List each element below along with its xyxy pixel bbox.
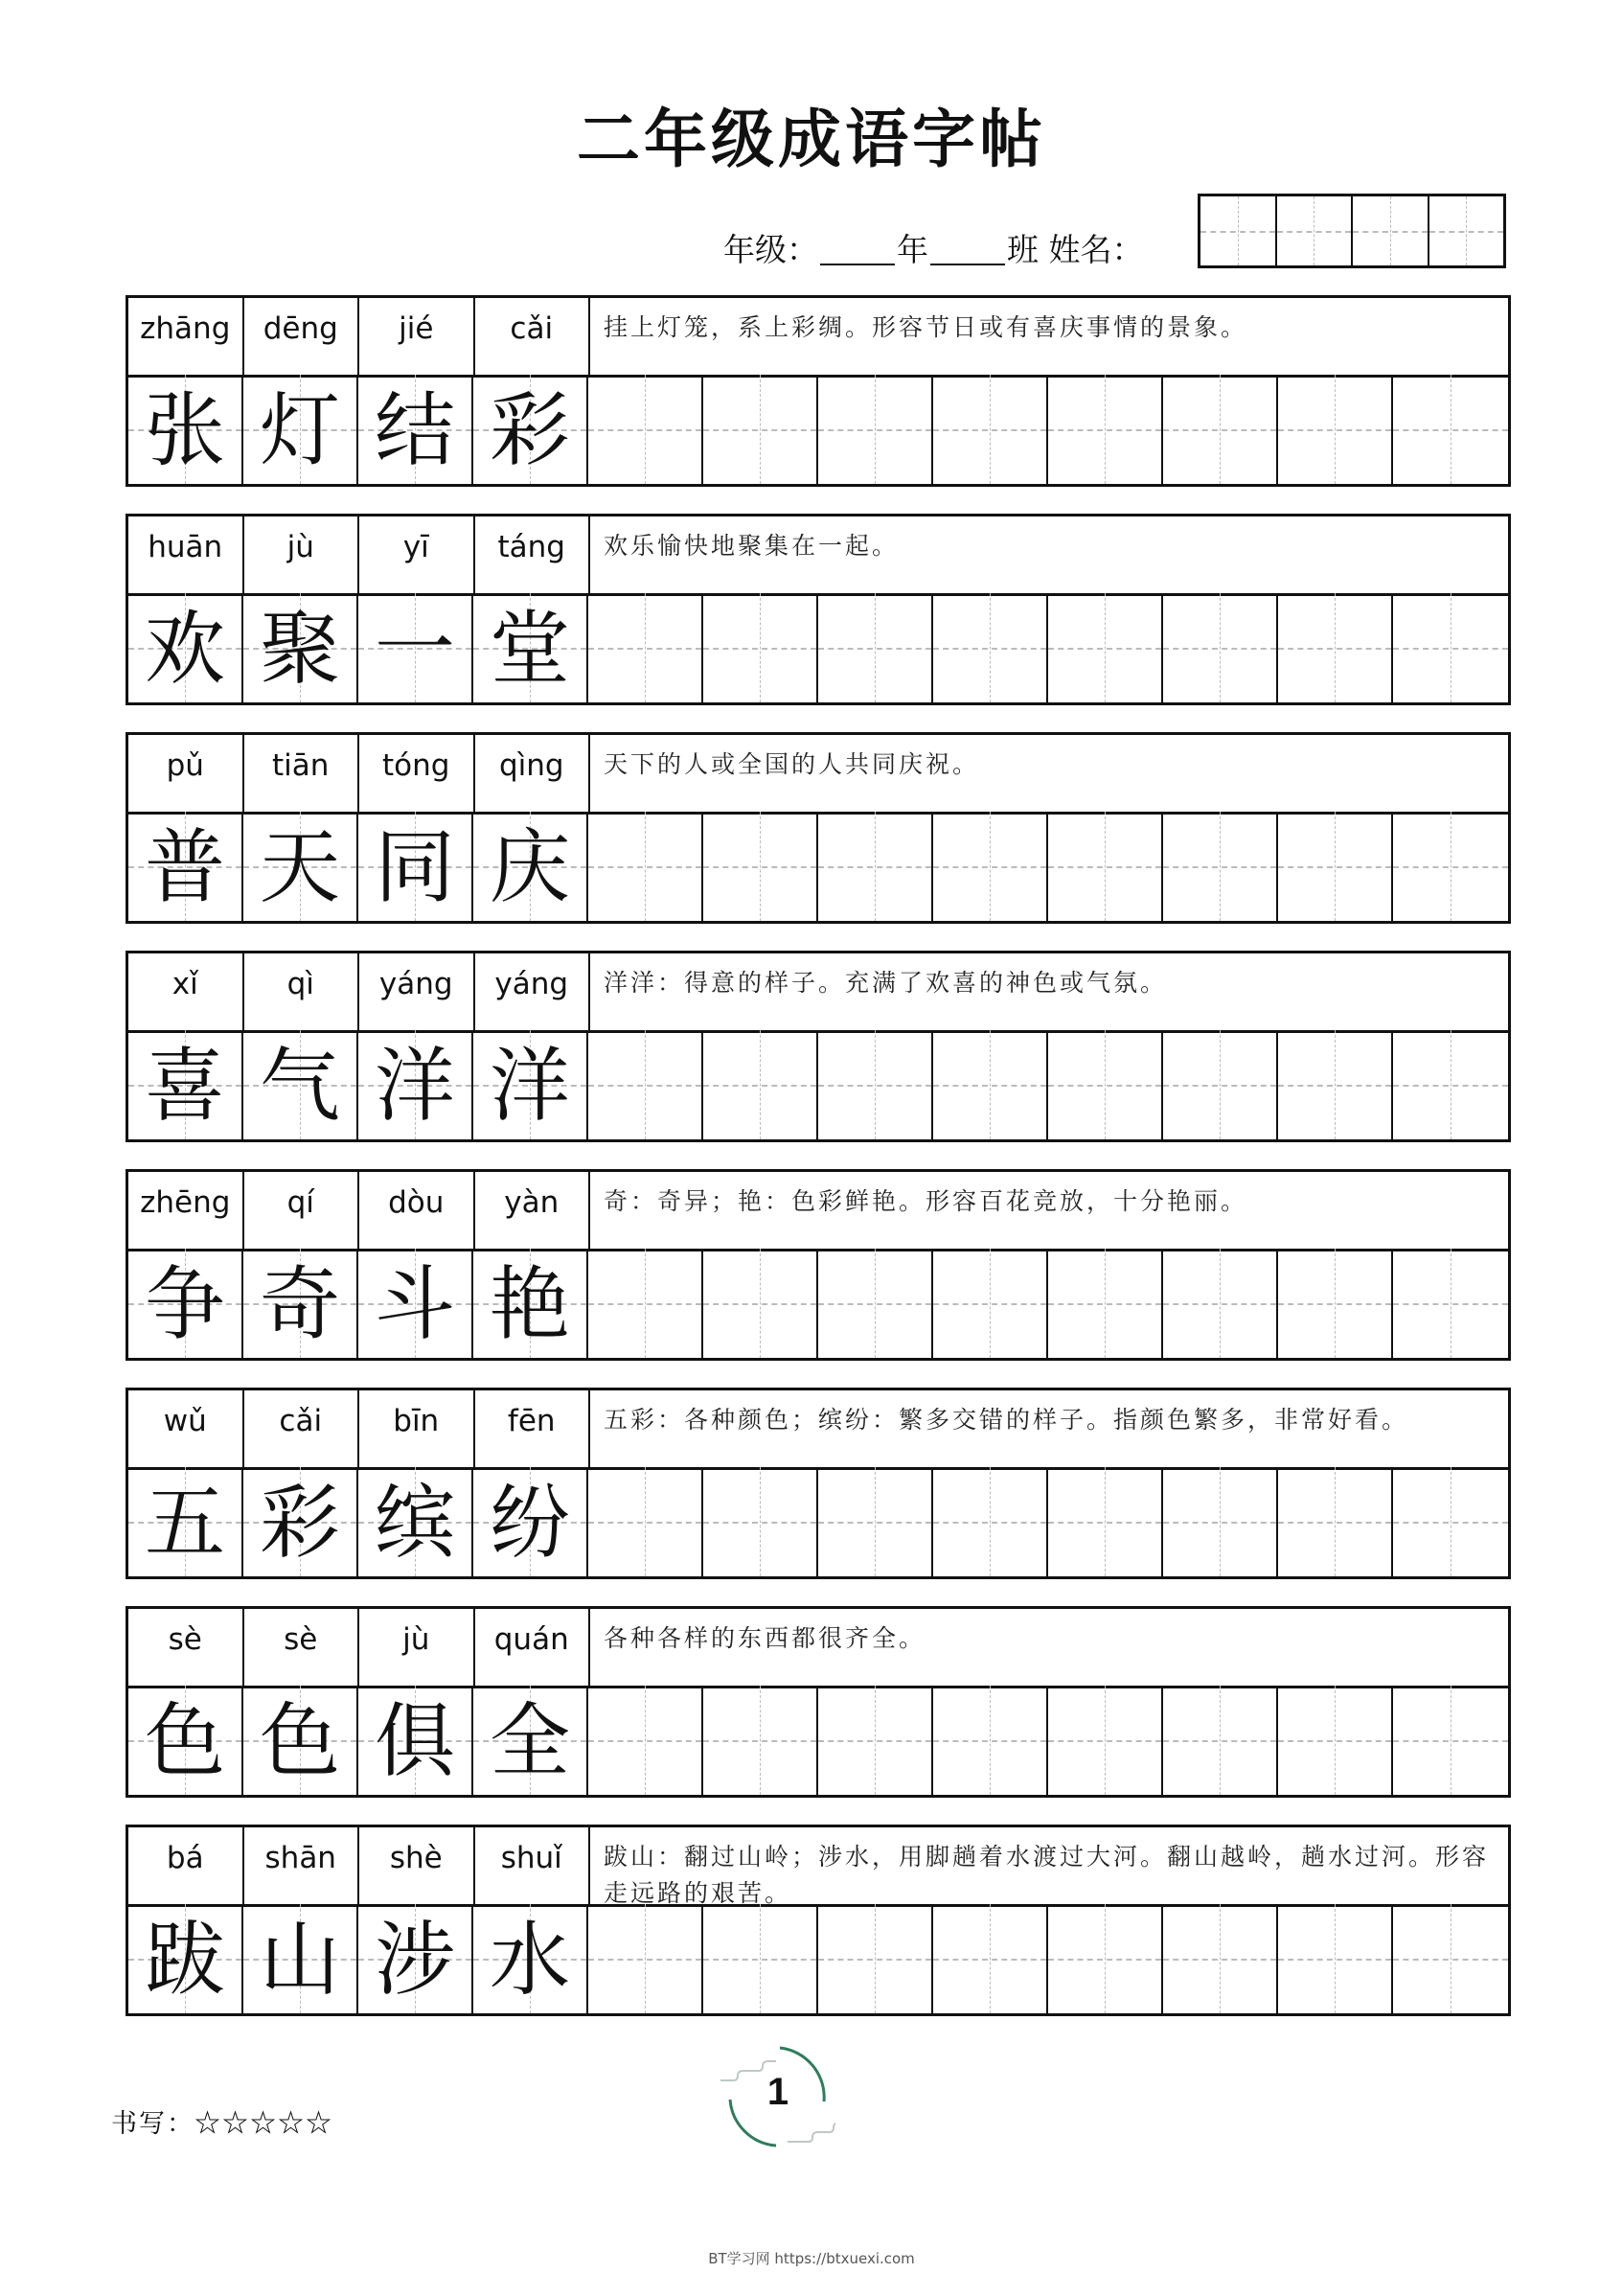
guide-line <box>1163 866 1276 868</box>
rating-label: 书写： <box>111 2109 194 2139</box>
practice-cell[interactable] <box>1048 1030 1163 1139</box>
student-info-line <box>723 231 1144 268</box>
guide-line <box>1163 1522 1276 1524</box>
pinyin-cell: jù <box>359 1609 475 1686</box>
practice-cell[interactable] <box>1393 1249 1508 1358</box>
guide-line <box>1163 1085 1276 1087</box>
writing-rating <box>111 2102 333 2140</box>
guide-line <box>588 1303 701 1305</box>
guide-line <box>1393 648 1508 650</box>
grade-label: 年级： <box>723 231 818 268</box>
practice-cell[interactable] <box>933 1467 1048 1576</box>
guide-line <box>1048 429 1161 431</box>
model-character-cell <box>473 1030 588 1139</box>
character-row <box>128 1030 1508 1139</box>
practice-cell[interactable] <box>703 1249 818 1358</box>
guide-line <box>588 1740 701 1742</box>
guide-line <box>1048 1959 1161 1961</box>
model-character: 涉 <box>374 1913 455 2007</box>
pinyin-cell: pǔ <box>128 735 244 812</box>
idiom-definition: 欢乐愉快地聚集在一起。 <box>604 532 900 560</box>
model-character-cell <box>243 1686 358 1795</box>
practice-cell[interactable] <box>1393 1467 1508 1576</box>
practice-cell[interactable] <box>1278 593 1393 702</box>
class-blank[interactable] <box>930 235 1005 265</box>
pinyin-cell: shān <box>244 1827 360 1904</box>
guide-line <box>703 1522 816 1524</box>
practice-cell[interactable] <box>933 593 1048 702</box>
name-box-cell[interactable] <box>1277 196 1354 265</box>
model-character-cell <box>128 1030 243 1139</box>
model-character: 喜 <box>144 1039 225 1133</box>
model-character: 色 <box>259 1694 340 1788</box>
practice-cell[interactable] <box>1393 1904 1508 2013</box>
model-character-cell <box>358 812 473 921</box>
pinyin-cell: cǎi <box>244 1390 360 1467</box>
pinyin-cell: quán <box>475 1609 591 1686</box>
character-row <box>128 593 1508 702</box>
idiom-definition: 天下的人或全国的人共同庆祝。 <box>604 750 980 778</box>
guide-line <box>818 1959 931 1961</box>
name-label: 姓名： <box>1048 231 1144 268</box>
model-character: 艳 <box>489 1257 570 1351</box>
model-character-cell <box>128 1249 243 1358</box>
class-suffix: 班 <box>1007 231 1039 268</box>
pinyin-cell: huān <box>128 517 244 593</box>
guide-line <box>1163 1303 1276 1305</box>
guide-line <box>1393 1959 1508 1961</box>
practice-cell[interactable] <box>933 375 1048 484</box>
practice-cell[interactable] <box>1278 1904 1393 2013</box>
model-character: 缤 <box>374 1476 455 1570</box>
idiom-definition: 五彩：各种颜色；缤纷：繁多交错的样子。指颜色繁多，非常好看。 <box>604 1406 1409 1434</box>
name-box-cell[interactable] <box>1353 196 1429 265</box>
practice-cell[interactable] <box>1393 593 1508 702</box>
guide-line <box>818 1740 931 1742</box>
practice-cell[interactable] <box>1278 1249 1393 1358</box>
practice-cell[interactable] <box>1163 1904 1278 2013</box>
guide-line <box>933 1085 1046 1087</box>
guide-line <box>1278 1303 1391 1305</box>
star-icons[interactable]: ☆☆☆☆☆ <box>194 2109 333 2139</box>
guide-line <box>1393 1085 1508 1087</box>
pinyin-row <box>128 517 1508 596</box>
page-number-badge <box>720 2044 835 2149</box>
pinyin-cell: yáng <box>475 953 591 1030</box>
guide-line <box>1048 866 1161 868</box>
guide-line <box>818 1303 931 1305</box>
model-character-cell <box>473 1904 588 2013</box>
guide-line <box>1393 1303 1508 1305</box>
guide-line <box>1163 648 1276 650</box>
practice-cell[interactable] <box>588 1030 703 1139</box>
model-character: 洋 <box>489 1039 570 1133</box>
model-character: 庆 <box>489 820 570 914</box>
pinyin-cell: tóng <box>359 735 475 812</box>
character-row <box>128 1249 1508 1358</box>
practice-cell[interactable] <box>933 1030 1048 1139</box>
guide-line <box>1393 866 1508 868</box>
pinyin-row <box>128 953 1508 1033</box>
practice-cell[interactable] <box>818 1904 933 2013</box>
model-character-cell <box>128 812 243 921</box>
practice-cell[interactable] <box>818 593 933 702</box>
pinyin-cell: cǎi <box>475 298 591 375</box>
practice-cell[interactable] <box>1048 1467 1163 1576</box>
model-character-cell <box>128 1686 243 1795</box>
pinyin-cell: bīn <box>359 1390 475 1467</box>
guide-line <box>703 866 816 868</box>
pinyin-row <box>128 735 1508 815</box>
model-character-cell <box>358 1467 473 1576</box>
model-character: 洋 <box>374 1039 455 1133</box>
idiom-definition: 跋山：翻过山岭；涉水，用脚趟着水渡过大河。翻山越岭，趟水过河。形容走远路的艰苦。 <box>604 1843 1490 1907</box>
guide-line <box>1353 231 1428 233</box>
guide-line <box>818 1522 931 1524</box>
model-character: 气 <box>259 1039 340 1133</box>
practice-cell[interactable] <box>1278 1686 1393 1795</box>
model-character-cell <box>473 1249 588 1358</box>
practice-cell[interactable] <box>933 1249 1048 1358</box>
idiom-definition: 洋洋：得意的样子。充满了欢喜的神色或气氛。 <box>604 969 1168 997</box>
practice-cell[interactable] <box>1163 1249 1278 1358</box>
model-character: 奇 <box>259 1257 340 1351</box>
guide-line <box>933 1740 1046 1742</box>
practice-cell[interactable] <box>1393 812 1508 921</box>
model-character: 俱 <box>374 1694 455 1788</box>
character-row <box>128 375 1508 484</box>
model-character-cell <box>243 812 358 921</box>
practice-cell[interactable] <box>818 375 933 484</box>
model-character-cell <box>128 1467 243 1576</box>
guide-line <box>703 429 816 431</box>
model-character: 水 <box>489 1913 570 2007</box>
practice-cell[interactable] <box>933 1904 1048 2013</box>
model-character: 张 <box>144 383 225 477</box>
pinyin-cell: zhāng <box>128 298 244 375</box>
pinyin-cell: yī <box>359 517 475 593</box>
guide-line <box>1278 1740 1391 1742</box>
pinyin-cell: jù <box>244 517 360 593</box>
practice-cell[interactable] <box>1393 1030 1508 1139</box>
model-character: 同 <box>374 820 455 914</box>
practice-cell[interactable] <box>703 1904 818 2013</box>
practice-cell[interactable] <box>1163 1467 1278 1576</box>
guide-line <box>933 429 1046 431</box>
model-character: 彩 <box>489 383 570 477</box>
practice-cell[interactable] <box>588 1904 703 2013</box>
pinyin-cell: jié <box>359 298 475 375</box>
pinyin-cell: wǔ <box>128 1390 244 1467</box>
guide-line <box>588 1959 701 1961</box>
name-box-cell[interactable] <box>1200 196 1277 265</box>
model-character-cell <box>243 1030 358 1139</box>
guide-line <box>1278 1085 1391 1087</box>
model-character-cell <box>358 1686 473 1795</box>
guide-line <box>933 1303 1046 1305</box>
practice-cell[interactable] <box>1048 593 1163 702</box>
practice-cell[interactable] <box>1163 1686 1278 1795</box>
model-character: 普 <box>144 820 225 914</box>
idiom-block <box>126 1169 1511 1361</box>
idiom-definition: 各种各样的东西都很齐全。 <box>604 1624 926 1652</box>
practice-cell[interactable] <box>703 1686 818 1795</box>
pinyin-cell: shuǐ <box>475 1827 591 1904</box>
model-character-cell <box>128 593 243 702</box>
model-character: 跋 <box>144 1913 225 2007</box>
practice-cell[interactable] <box>1048 1904 1163 2013</box>
guide-line <box>1393 429 1508 431</box>
character-row <box>128 1467 1508 1576</box>
pinyin-cell: yàn <box>475 1172 591 1249</box>
guide-line <box>588 1522 701 1524</box>
pinyin-cell: fēn <box>475 1390 591 1467</box>
practice-cell[interactable] <box>703 812 818 921</box>
pinyin-cell: qìng <box>475 735 591 812</box>
page-title: 二年级成语字帖 <box>577 102 1046 176</box>
idiom-block <box>126 1825 1511 2016</box>
model-character: 斗 <box>374 1257 455 1351</box>
guide-line <box>1048 1740 1161 1742</box>
pinyin-row <box>128 1172 1508 1251</box>
name-writing-box[interactable] <box>1198 194 1506 268</box>
idiom-definition: 挂上灯笼，系上彩绸。形容节日或有喜庆事情的景象。 <box>604 313 1248 341</box>
model-character: 争 <box>144 1257 225 1351</box>
guide-line <box>818 429 931 431</box>
pinyin-cell: qì <box>244 953 360 1030</box>
guide-line <box>1393 1740 1508 1742</box>
practice-cell[interactable] <box>1048 1249 1163 1358</box>
model-character: 结 <box>374 383 455 477</box>
practice-cell[interactable] <box>1163 812 1278 921</box>
guide-line <box>933 1522 1046 1524</box>
practice-cell[interactable] <box>588 593 703 702</box>
idiom-block <box>126 295 1511 487</box>
guide-line <box>1278 1522 1391 1524</box>
model-character-cell <box>473 1467 588 1576</box>
practice-cell[interactable] <box>1278 375 1393 484</box>
practice-cell[interactable] <box>588 812 703 921</box>
practice-cell[interactable] <box>1393 375 1508 484</box>
model-character-cell <box>128 375 243 484</box>
pinyin-row <box>128 1390 1508 1470</box>
model-character-cell <box>358 1030 473 1139</box>
idiom-block <box>126 732 1511 924</box>
practice-cell[interactable] <box>818 1249 933 1358</box>
guide-line <box>933 648 1046 650</box>
guide-line <box>703 1959 816 1961</box>
idiom-block <box>126 1606 1511 1798</box>
practice-cell[interactable] <box>588 1467 703 1576</box>
model-character-cell <box>128 1904 243 2013</box>
pinyin-cell: tiān <box>244 735 360 812</box>
practice-cell[interactable] <box>1163 375 1278 484</box>
model-character-cell <box>358 1249 473 1358</box>
practice-cell[interactable] <box>588 1686 703 1795</box>
practice-cell[interactable] <box>818 1686 933 1795</box>
idiom-definition: 奇：奇异；艳：色彩鲜艳。形容百花竞放，十分艳丽。 <box>604 1187 1248 1215</box>
pinyin-cell: shè <box>359 1827 475 1904</box>
pinyin-cell: bá <box>128 1827 244 1904</box>
idiom-block <box>126 1388 1511 1579</box>
pinyin-row <box>128 1609 1508 1688</box>
grade-year-blank[interactable] <box>820 235 895 265</box>
practice-cell[interactable] <box>1163 593 1278 702</box>
pinyin-cell: zhēng <box>128 1172 244 1249</box>
model-character: 欢 <box>144 602 225 696</box>
model-character: 一 <box>374 602 455 696</box>
pinyin-cell: dēng <box>244 298 360 375</box>
guide-line <box>588 866 701 868</box>
model-character: 山 <box>259 1913 340 2007</box>
practice-cell[interactable] <box>818 1030 933 1139</box>
character-row <box>128 1686 1508 1795</box>
model-character-cell <box>243 1904 358 2013</box>
practice-cell[interactable] <box>588 375 703 484</box>
model-character-cell <box>243 375 358 484</box>
model-character-cell <box>473 812 588 921</box>
practice-cell[interactable] <box>703 375 818 484</box>
guide-line <box>703 648 816 650</box>
character-row <box>128 812 1508 921</box>
guide-line <box>588 1085 701 1087</box>
idiom-block <box>126 514 1511 705</box>
pinyin-cell: yáng <box>359 953 475 1030</box>
guide-line <box>1277 231 1352 233</box>
practice-cell[interactable] <box>818 1467 933 1576</box>
model-character: 彩 <box>259 1476 340 1570</box>
guide-line <box>818 1085 931 1087</box>
page-number: 1 <box>766 2071 789 2113</box>
model-character: 纷 <box>489 1476 570 1570</box>
guide-line <box>1163 429 1276 431</box>
practice-cell[interactable] <box>1278 1467 1393 1576</box>
model-character-cell <box>473 1686 588 1795</box>
guide-line <box>1048 1085 1161 1087</box>
guide-line <box>1048 648 1161 650</box>
practice-cell[interactable] <box>703 1467 818 1576</box>
practice-cell[interactable] <box>1278 1030 1393 1139</box>
pinyin-cell: sè <box>128 1609 244 1686</box>
guide-line <box>703 1085 816 1087</box>
pinyin-cell: qí <box>244 1172 360 1249</box>
idiom-block <box>126 951 1511 1142</box>
practice-cell[interactable] <box>703 593 818 702</box>
guide-line <box>703 1303 816 1305</box>
guide-line <box>1048 1522 1161 1524</box>
watermark: BT学习网 https://btxuexi.com <box>708 2250 915 2267</box>
practice-cell[interactable] <box>933 1686 1048 1795</box>
guide-line <box>1393 1522 1508 1524</box>
guide-line <box>1200 231 1275 233</box>
pinyin-cell: táng <box>475 517 591 593</box>
guide-line <box>588 648 701 650</box>
model-character: 灯 <box>259 383 340 477</box>
model-character-cell <box>358 375 473 484</box>
model-character: 色 <box>144 1694 225 1788</box>
pinyin-row <box>128 1827 1508 1907</box>
pinyin-cell: sè <box>244 1609 360 1686</box>
guide-line <box>933 866 1046 868</box>
model-character-cell <box>358 593 473 702</box>
guide-line <box>1429 231 1504 233</box>
character-row <box>128 1904 1508 2013</box>
guide-line <box>1163 1740 1276 1742</box>
name-box-cell[interactable] <box>1429 196 1504 265</box>
model-character: 全 <box>489 1694 570 1788</box>
practice-cell[interactable] <box>1048 1686 1163 1795</box>
guide-line <box>818 866 931 868</box>
guide-line <box>1048 1303 1161 1305</box>
guide-line <box>1278 648 1391 650</box>
practice-cell[interactable] <box>1048 812 1163 921</box>
model-character: 天 <box>259 820 340 914</box>
year-suffix: 年 <box>897 231 928 268</box>
practice-cell[interactable] <box>1163 1030 1278 1139</box>
guide-line <box>1278 429 1391 431</box>
practice-cell[interactable] <box>1393 1686 1508 1795</box>
model-character-cell <box>473 593 588 702</box>
guide-line <box>1163 1959 1276 1961</box>
guide-line <box>588 429 701 431</box>
practice-cell[interactable] <box>703 1030 818 1139</box>
model-character-cell <box>243 1249 358 1358</box>
model-character-cell <box>358 1904 473 2013</box>
pinyin-cell: xǐ <box>128 953 244 1030</box>
guide-line <box>1278 1959 1391 1961</box>
guide-line <box>933 1959 1046 1961</box>
practice-cell[interactable] <box>933 812 1048 921</box>
model-character-cell <box>473 375 588 484</box>
model-character: 五 <box>144 1476 225 1570</box>
model-character-cell <box>243 1467 358 1576</box>
model-character: 堂 <box>489 602 570 696</box>
model-character-cell <box>243 593 358 702</box>
practice-cell[interactable] <box>818 812 933 921</box>
pinyin-cell: dòu <box>359 1172 475 1249</box>
practice-cell[interactable] <box>1278 812 1393 921</box>
pinyin-row <box>128 298 1508 378</box>
guide-line <box>703 1740 816 1742</box>
guide-line <box>1278 866 1391 868</box>
practice-cell[interactable] <box>588 1249 703 1358</box>
model-character: 聚 <box>259 602 340 696</box>
practice-cell[interactable] <box>1048 375 1163 484</box>
guide-line <box>818 648 931 650</box>
